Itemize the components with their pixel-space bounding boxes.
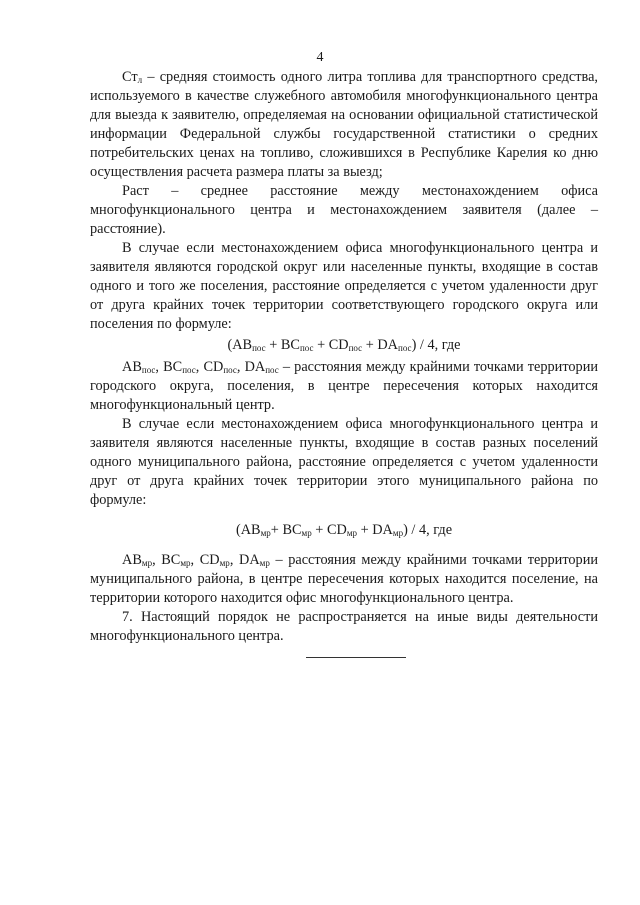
formula-term-cd: $CD_{мр}$ (326, 522, 358, 538)
formula-plus: + (270, 522, 283, 538)
legend-settlement: $АВ_{пос}$, $ВС_{пос}$, $CD_{пос}$, $DA_{пос}$ – расстояния между крайними точками территории городского округа, поселения, в центре пересечения которых находится многофункциональный центр. (90, 359, 598, 413)
fuel-cost-symbol-base: Ст (122, 69, 138, 85)
legend-term: $ВС_{мр}$ (161, 552, 191, 568)
definition-distance: Раст – среднее расстояние между местонахождением офиса многофункционального центра и местонахождением заявителя (далее – расстояние). (90, 183, 598, 237)
end-of-document-rule (306, 657, 406, 658)
formula-tail: ) / 4, где (403, 522, 453, 538)
formula-term-bc: $ВС_{мр}$ (282, 522, 312, 538)
document-body (90, 68, 598, 646)
legend-text: – расстояния между крайними точками территории городского округа, поселения, в центре пересечения которых находится многофункциональный центр. (90, 359, 598, 413)
fuel-cost-symbol-sub: л (137, 75, 143, 85)
formula-term-bc: $ВС_{пос}$ (280, 337, 314, 353)
formula-plus: + (311, 522, 327, 538)
formula-tail: ) / 4, где (411, 337, 461, 353)
formula-plus: + (265, 337, 281, 353)
legend-term: $DA_{мр}$ (239, 552, 270, 568)
formula-district (90, 510, 598, 551)
legend-term: $DA_{пос}$ (244, 359, 279, 375)
legend-term: $АВ_{мр}$ (122, 552, 153, 568)
formula-plus: + (357, 522, 373, 538)
legend-term: $CD_{пос}$ (203, 359, 237, 375)
formula-term-ab: $АВ_{пос}$ (232, 337, 266, 353)
legend-term: $ВС_{пос}$ (163, 359, 196, 375)
formula-term-cd: $CD_{пос}$ (328, 337, 363, 353)
case-same-settlement: В случае если местонахождением офиса многофункционального центра и заявителя являются городской округ или населенные пункты, входящие в состав одного и того же поселения, расстояние определяется с учетом удаленности друг от друга крайних точек территории соответствующего городского округа или поселения по формуле: (90, 240, 598, 332)
legend-text: – расстояния между крайними точками территории муниципального района, в центре пересечения которых находится поселение, на территории которого находится офис многофункционального центра. (90, 552, 598, 606)
formula-open: ( (227, 337, 233, 353)
legend-term: $CD_{мр}$ (199, 552, 230, 568)
fuel-cost-symbol (122, 69, 142, 85)
formula-plus: + (362, 337, 378, 353)
legend-term: $АВ_{пос}$ (122, 359, 156, 375)
case-different-settlements: В случае если местонахождением офиса многофункционального центра и заявителя являются населенные пункты, входящие в состав разных поселений одного муниципального района, расстояние определяется с учетом удаленности друг от друга крайних точек территории этого муниципального района по формуле: (90, 416, 598, 508)
page-number: 4 (316, 50, 324, 65)
fuel-cost-text: – средняя стоимость одного литра топлива для транспортного средства, используемого в качестве служебного автомобиля многофункционального центра для выезда к заявителю, определяемая на основании официальной статистической информации Федеральной службы государственной статистики о средних потребительских ценах на топливо, сложившихся в Республике Карелия ко дню осуществления расчета размера платы за выезд; (90, 69, 598, 180)
formula-term-da: $DA_{пос}$ (377, 337, 412, 353)
clause-7: 7. Настоящий порядок не распространяется на иные виды деятельности многофункционального центра. (90, 609, 598, 644)
formula-term-ab: $АВ_{мр}$ (240, 522, 271, 538)
formula-settlement (90, 334, 598, 358)
formula-term-da: $DA_{мр}$ (372, 522, 404, 538)
legend-district: $АВ_{мр}$, $ВС_{мр}$, $CD_{мр}$, $DA_{мр}$ – расстояния между крайними точками территории муниципального района, в центре пересечения которых находится поселение, на территории которого находится офис многофункционального центра. (90, 552, 598, 606)
formula-plus: + (313, 337, 329, 353)
formula-open: ( (235, 522, 241, 538)
definition-fuel-cost (90, 68, 598, 182)
